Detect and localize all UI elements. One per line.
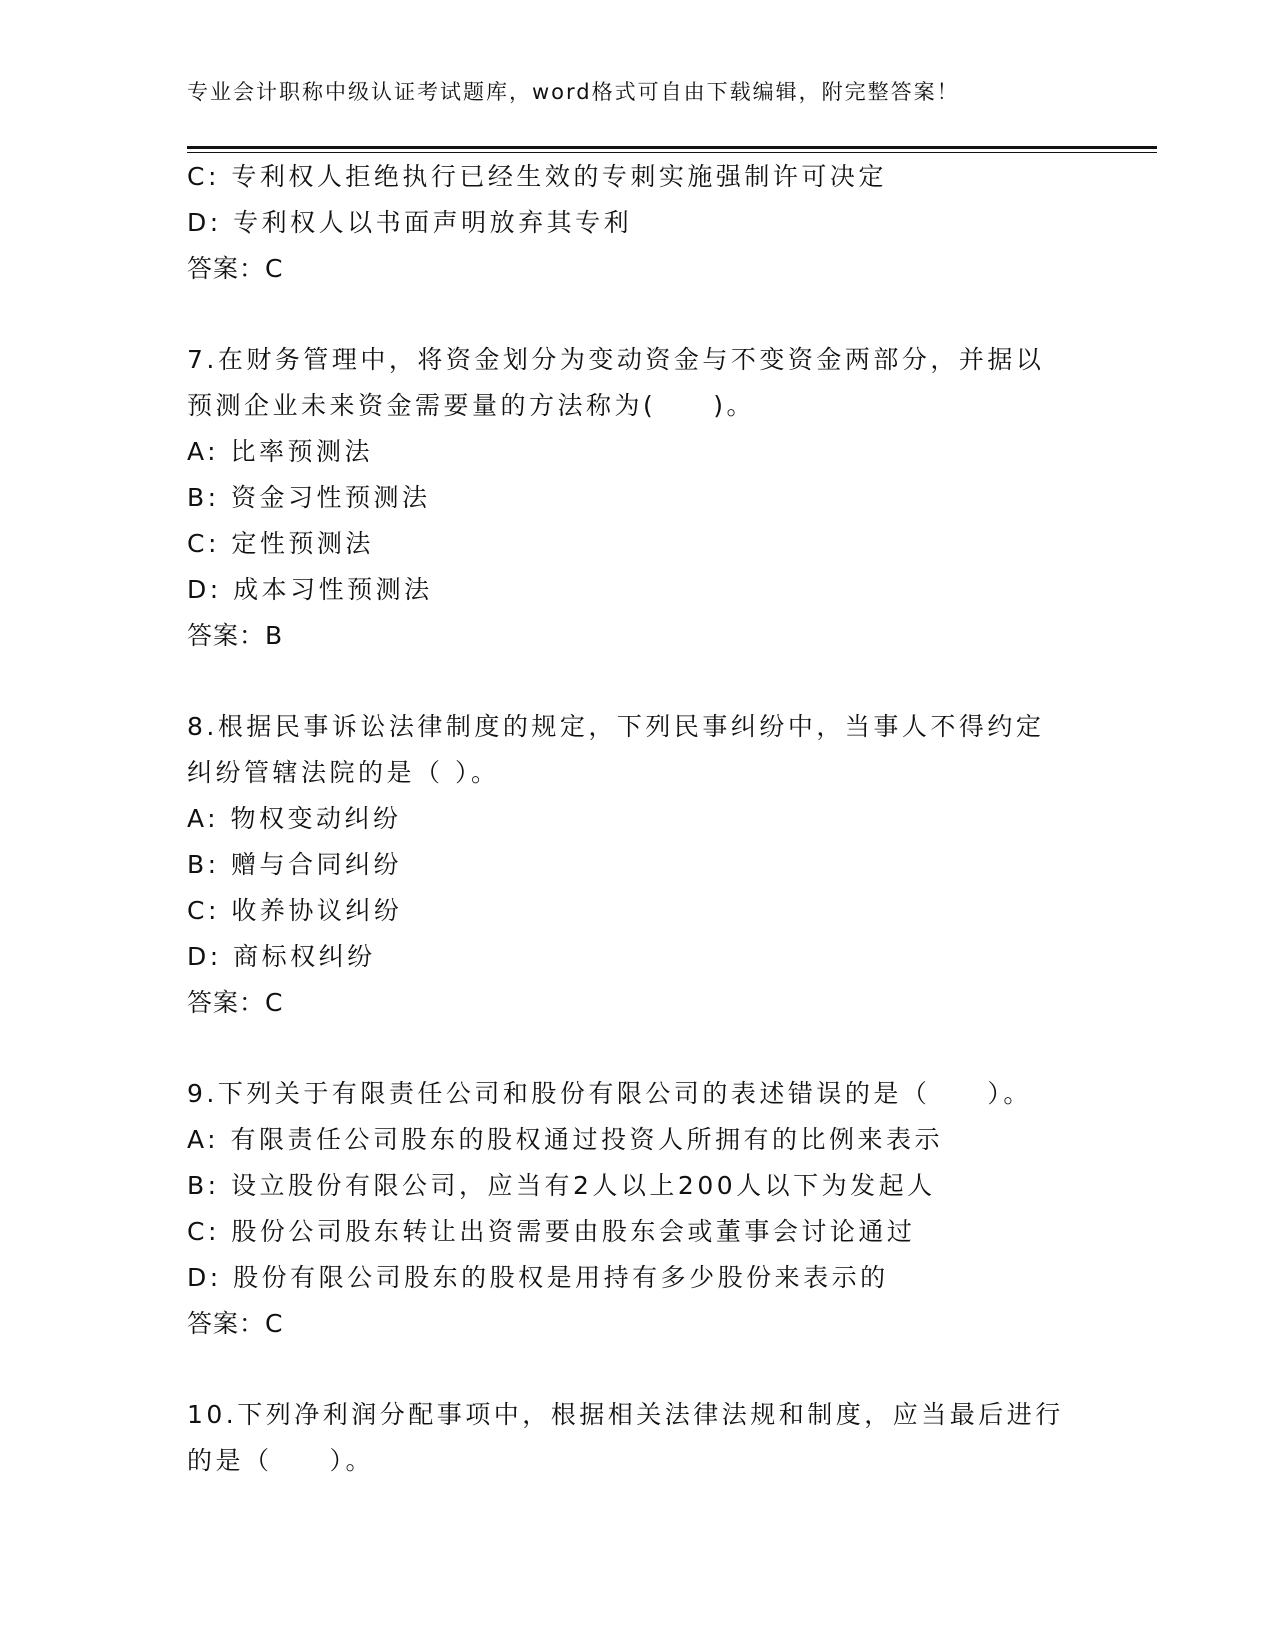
option-c: C: 收养协议纠纷	[187, 896, 403, 925]
option-b: B: 资金习性预测法	[187, 483, 431, 512]
option-b: B: 设立股份有限公司，应当有2人以上200人以下为发起人	[187, 1171, 936, 1200]
question-stem: 纠纷管辖法院的是（ ）。	[187, 758, 500, 787]
option-d: D: 商标权纠纷	[187, 942, 376, 971]
spacer	[187, 1026, 1117, 1071]
option-a: A: 有限责任公司股东的股权通过投资人所拥有的比例来表示	[187, 1125, 944, 1154]
answer: 答案：C	[187, 1309, 284, 1338]
option-d: D: 成本习性预测法	[187, 575, 433, 604]
option-a: A: 比率预测法	[187, 437, 374, 466]
page-header: 专业会计职称中级认证考试题库，word格式可自由下载编辑，附完整答案！	[187, 80, 960, 104]
spacer	[187, 292, 1117, 337]
spacer	[187, 1347, 1117, 1392]
page-content	[187, 154, 1117, 1484]
question-7	[187, 337, 1117, 659]
question-stem: 预测企业未来资金需要量的方法称为( )。	[187, 391, 756, 420]
option-c: C: 股份公司股东转让出资需要由股东会或董事会讨论通过	[187, 1217, 916, 1246]
question-stem: 8.根据民事诉讼法律制度的规定，下列民事纠纷中，当事人不得约定	[187, 712, 1045, 741]
option-c: C: 专利权人拒绝执行已经生效的专刺实施强制许可决定	[187, 162, 887, 191]
spacer	[187, 659, 1117, 704]
question-stem: 7.在财务管理中，将资金划分为变动资金与不变资金两部分，并据以	[187, 345, 1045, 374]
question-stem: 的是（ ）。	[187, 1446, 375, 1475]
question-6-continued	[187, 154, 1117, 292]
answer: 答案：C	[187, 988, 284, 1017]
question-10	[187, 1392, 1117, 1484]
option-a: A: 物权变动纠纷	[187, 804, 402, 833]
question-8	[187, 704, 1117, 1026]
question-9	[187, 1071, 1117, 1347]
option-b: B: 赠与合同纠纷	[187, 850, 403, 879]
question-stem: 10.下列净利润分配事项中，根据相关法律法规和制度，应当最后进行	[187, 1400, 1064, 1429]
option-c: C: 定性预测法	[187, 529, 374, 558]
question-stem: 9.下列关于有限责任公司和股份有限公司的表述错误的是（ ）。	[187, 1079, 1032, 1108]
answer: 答案：B	[187, 621, 284, 650]
header-rule-thick	[187, 146, 1157, 149]
option-d: D: 股份有限公司股东的股权是用持有多少股份来表示的	[187, 1263, 889, 1292]
header-rule-thin	[187, 152, 1157, 153]
answer: 答案：C	[187, 254, 284, 283]
option-d: D: 专利权人以书面声明放弃其专利	[187, 208, 633, 237]
